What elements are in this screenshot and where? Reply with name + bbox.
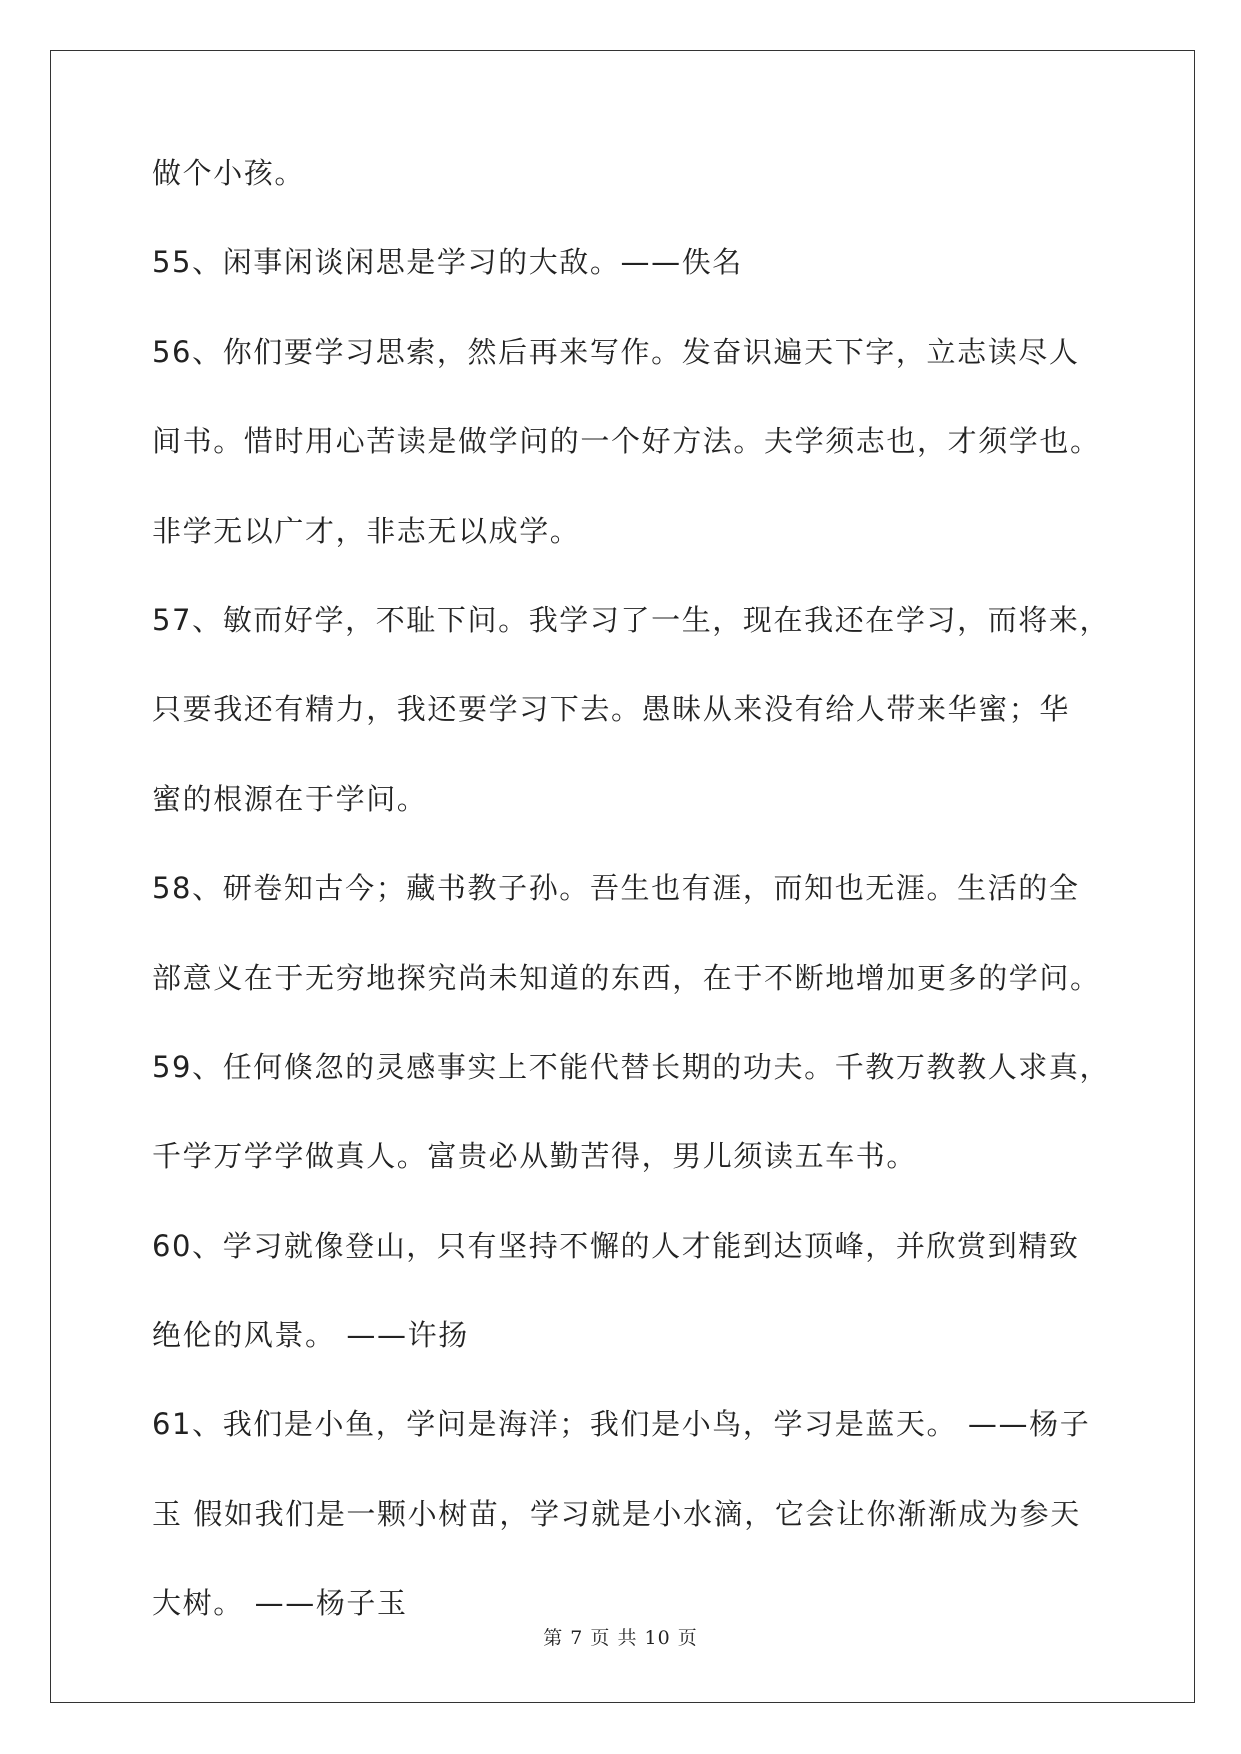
text-line: 55、闲事闲谈闲思是学习的大敌。——佚名 bbox=[152, 245, 743, 280]
text-line: 61、我们是小鱼，学问是海洋；我们是小鸟，学习是蓝天。 ——杨子 bbox=[152, 1407, 1091, 1442]
text-line: 做个小孩。 bbox=[152, 156, 306, 190]
text-line: 部意义在于无穷地探究尚未知道的东西，在于不断地增加更多的学问。 bbox=[152, 960, 1101, 995]
text-line: 千学万学学做真人。富贵必从勤苦得，男儿须读五车书。 bbox=[152, 1139, 918, 1174]
text-line: 60、学习就像登山，只有坚持不懈的人才能到达顶峰，并欣赏到精致 bbox=[152, 1228, 1080, 1263]
document-body bbox=[152, 156, 1111, 1678]
page-number-footer: 第 7 页 共 10 页 bbox=[543, 1627, 698, 1649]
text-line: 大树。 ——杨子玉 bbox=[152, 1586, 408, 1621]
text-line: 只要我还有精力，我还要学习下去。愚昧从来没有给人带来华蜜；华 bbox=[152, 692, 1071, 727]
text-line: 间书。惜时用心苦读是做学问的一个好方法。夫学须志也，才须学也。 bbox=[152, 424, 1101, 459]
text-line: 59、任何倏忽的灵感事实上不能代替长期的功夫。千教万教教人求真， bbox=[152, 1049, 1111, 1084]
text-line: 蜜的根源在于学问。 bbox=[152, 781, 428, 816]
text-line: 57、敏而好学，不耻下问。我学习了一生，现在我还在学习，而将来， bbox=[152, 602, 1111, 637]
text-line: 56、你们要学习思索，然后再来写作。发奋识遍天下字，立志读尽人 bbox=[152, 334, 1080, 369]
text-line: 玉 假如我们是一颗小树苗，学习就是小水滴，它会让你渐渐成为参天 bbox=[152, 1496, 1081, 1531]
text-line: 绝伦的风景。 ——许扬 bbox=[152, 1318, 469, 1353]
text-line: 非学无以广才，非志无以成学。 bbox=[152, 513, 581, 548]
text-line: 58、研卷知古今；藏书教子孙。吾生也有涯，而知也无涯。生活的全 bbox=[152, 871, 1080, 906]
